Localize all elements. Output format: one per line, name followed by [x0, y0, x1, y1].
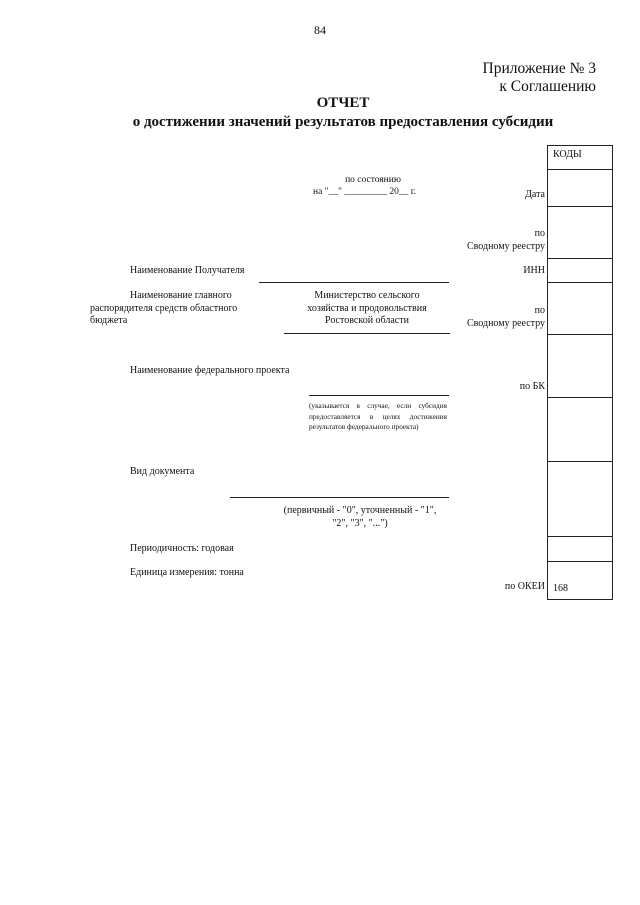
bk-label: по БК	[519, 381, 545, 392]
document-title: ОТЧЕТ	[316, 95, 370, 111]
code-cell-bk[interactable]	[548, 334, 612, 335]
main-manager-value: Министерство сельского хозяйства и продовольствия Ростовской области	[307, 290, 427, 326]
okei-label: по ОКЕИ	[504, 581, 545, 592]
code-cell-doc-type[interactable]	[548, 461, 612, 462]
main-manager-underline	[284, 333, 450, 334]
date-label: Дата	[525, 189, 545, 200]
svodny-reestr-label-2: Сводному реестру	[466, 318, 545, 329]
recipient-label: Наименование Получателя	[130, 265, 245, 276]
federal-project-label: Наименование федерального проекта	[130, 365, 290, 376]
svodny-po-label-2: по	[534, 305, 545, 316]
main-manager-label-text: Наименование главного распорядителя средств областного бюджета	[90, 290, 238, 326]
doc-type-note: (первичный - "0", уточненный - "1", "2", "3", "...")	[283, 505, 437, 529]
document-subtitle: о достижении значений результатов предоставления субсидии	[132, 114, 554, 130]
code-cell-svodny-1[interactable]	[548, 206, 612, 207]
inn-label: ИНН	[523, 265, 545, 276]
doc-type-underline	[230, 497, 449, 498]
okei-code: 168	[553, 583, 568, 594]
svodny-po-label-1: по	[534, 228, 545, 239]
as-of-label: по состоянию	[345, 175, 401, 185]
recipient-underline	[259, 282, 449, 283]
page-number: 84	[314, 23, 326, 37]
unit-label: Единица измерения: тонна	[130, 567, 244, 578]
code-cell-inn[interactable]	[548, 258, 612, 259]
code-cell-date[interactable]	[548, 169, 612, 170]
codes-header: КОДЫ	[553, 149, 582, 160]
code-cell-periodicity[interactable]	[548, 536, 612, 537]
date-line: на "__" _________ 20__ г.	[313, 187, 417, 197]
svodny-reestr-label-1: Сводному реестру	[466, 241, 545, 252]
code-cell-federal[interactable]	[548, 397, 612, 398]
appendix-reference: Приложение № 3 к Соглашению	[482, 60, 596, 95]
code-cell-svodny-2[interactable]	[548, 282, 612, 283]
doc-type-label: Вид документа	[130, 466, 195, 477]
federal-project-underline	[309, 395, 449, 396]
codes-box	[547, 145, 613, 600]
periodicity-label: Периодичность: годовая	[130, 543, 234, 554]
main-manager-label	[90, 290, 237, 328]
federal-project-note: (указывается в случае, если субсидия предоставляется в целях достижения результатов федерального проекта)	[309, 401, 447, 431]
code-cell-okei[interactable]	[548, 561, 612, 562]
